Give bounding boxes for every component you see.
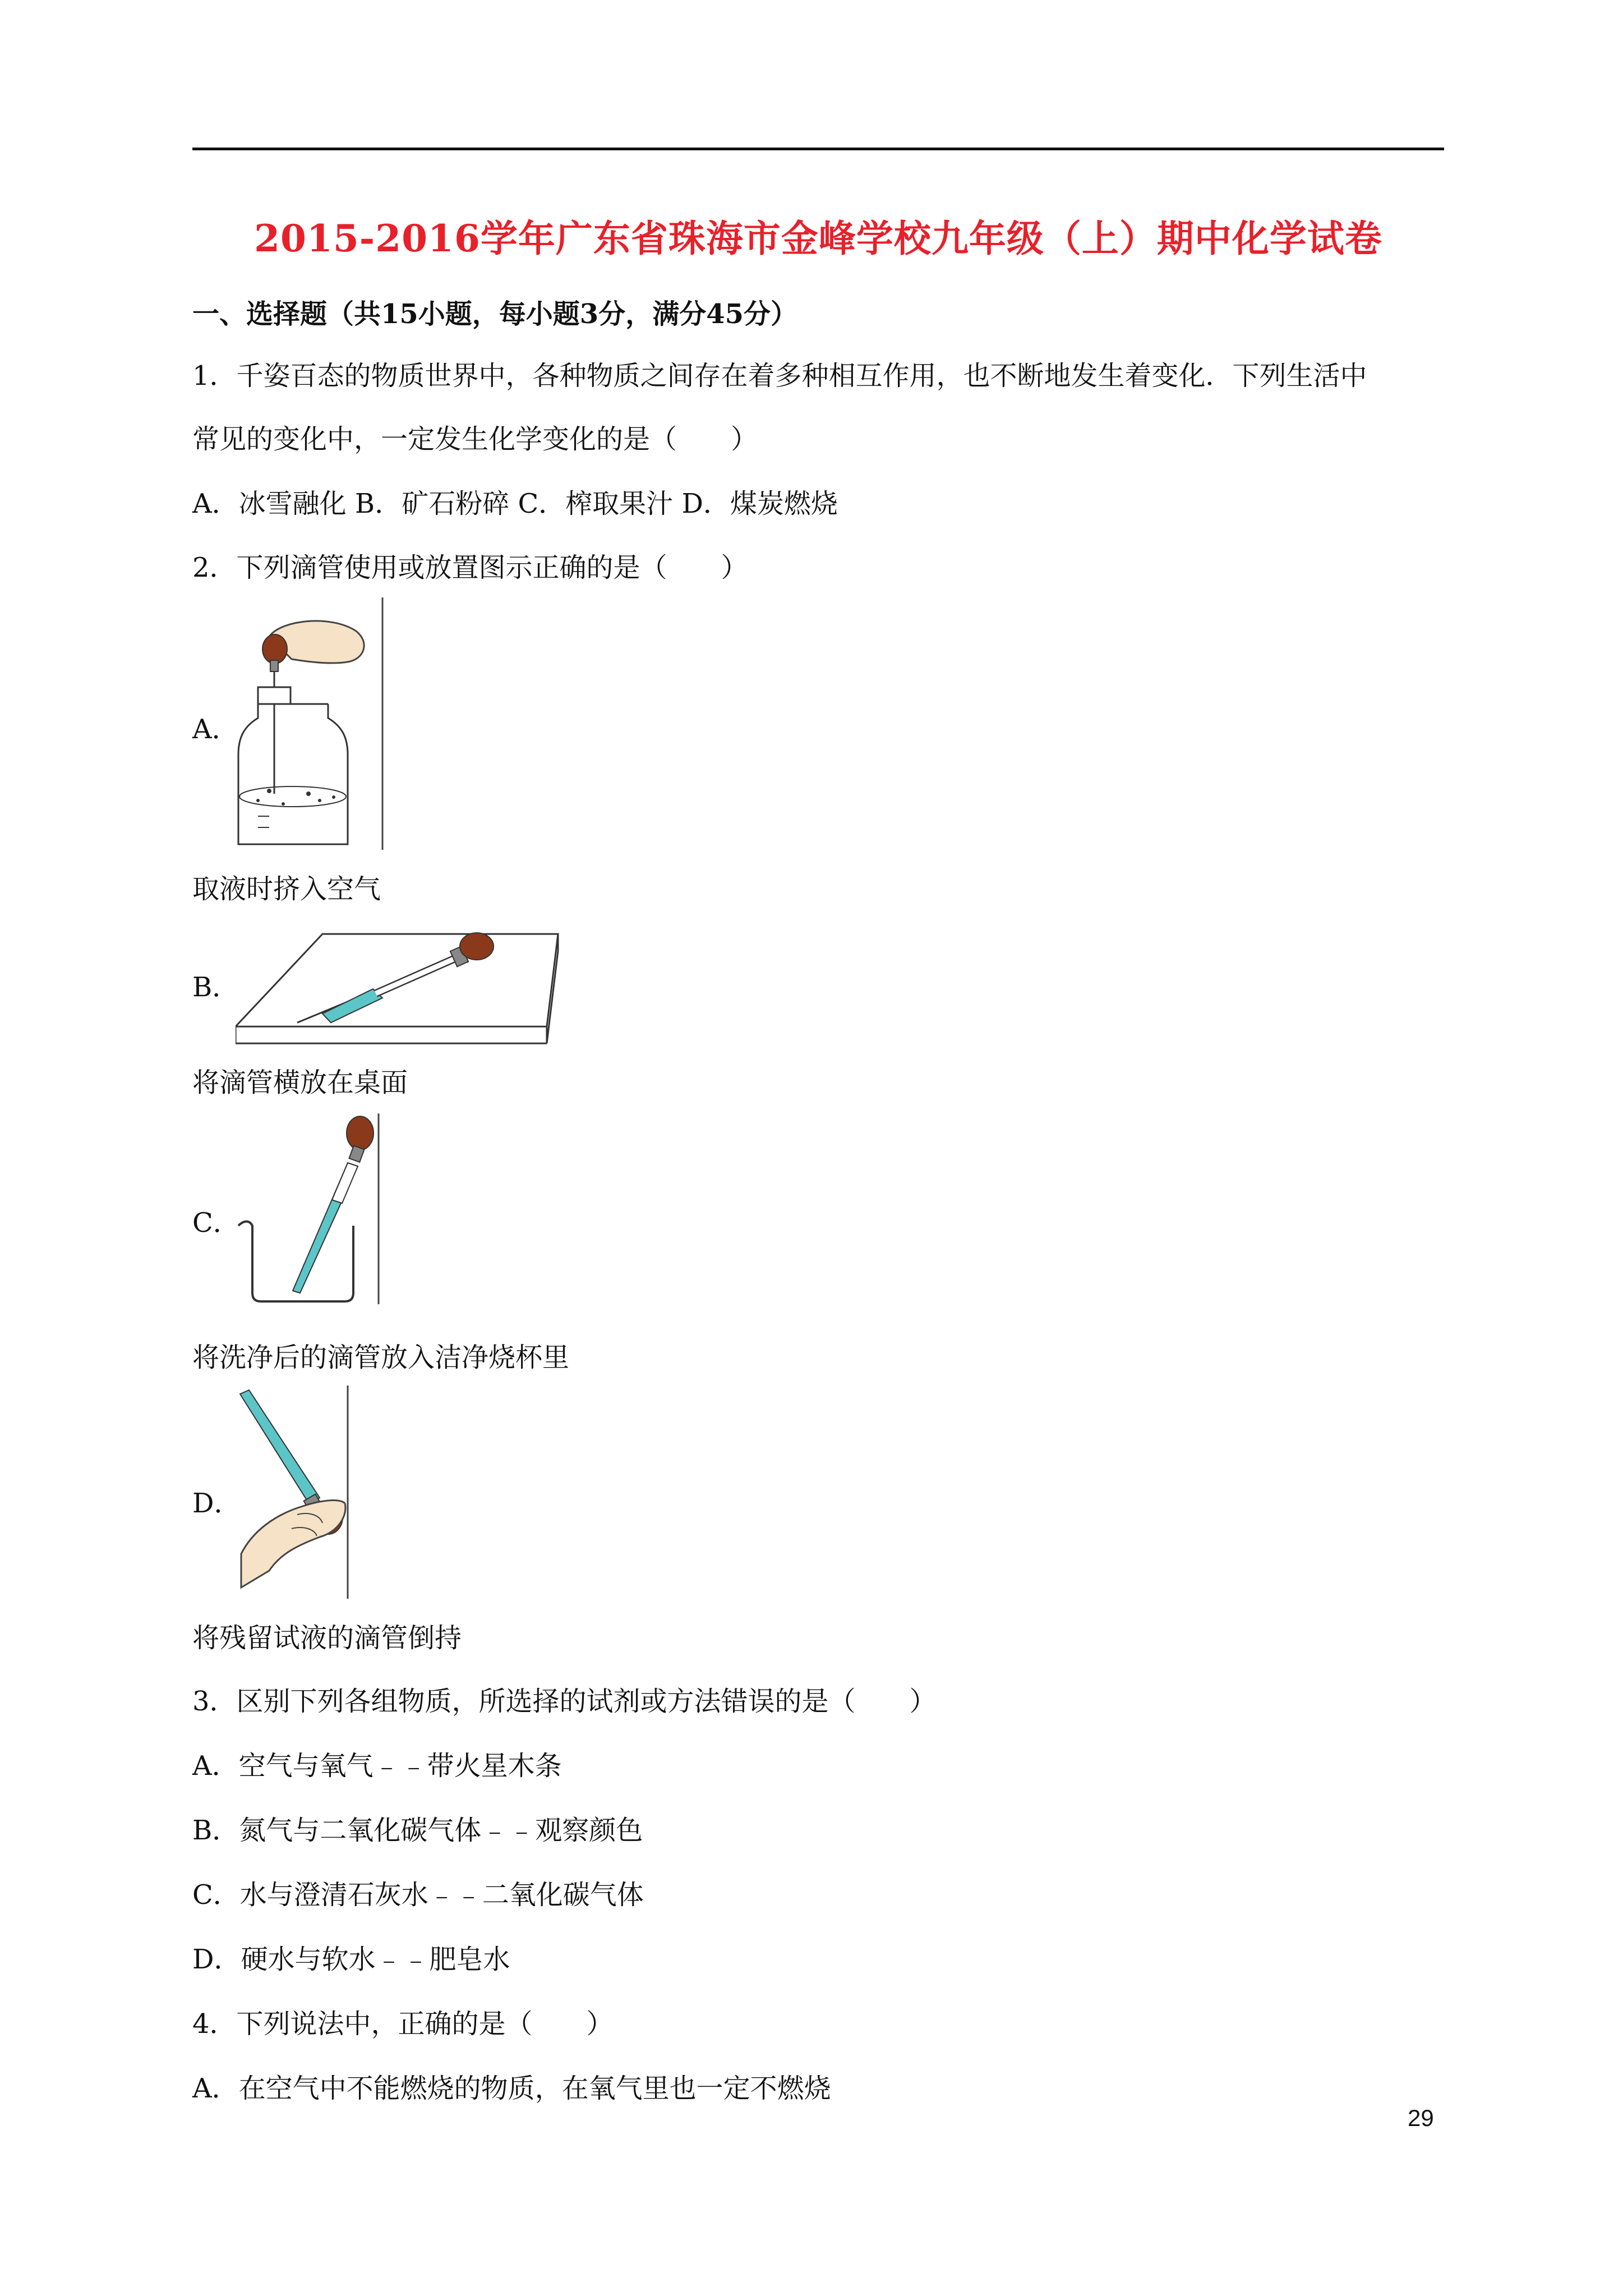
q3-option-c: C．水与澄清石灰水﹣﹣二氧化碳气体	[192, 1879, 644, 1911]
section-heading: 一、选择题（共15小题，每小题3分，满分45分）	[192, 298, 797, 330]
q3-option-d: D．硬水与软水﹣﹣肥皂水	[192, 1944, 510, 1975]
q3-option-b: B．氮气与二氧化碳气体﹣﹣观察颜色	[192, 1815, 643, 1846]
dropper-on-table-figure	[236, 923, 561, 1049]
q2-option-a-label: A．	[192, 714, 239, 745]
q1-stem-line2: 常见的变化中，一定发生化学变化的是（ ）	[192, 424, 758, 455]
q2-option-c-caption: 将洗净后的滴管放入洁净烧杯里	[192, 1342, 570, 1373]
q2-option-c-label: C．	[192, 1207, 240, 1239]
q2-stem: 2．下列滴管使用或放置图示正确的是（ ）	[192, 552, 748, 583]
q3-stem: 3．区别下列各组物质，所选择的试剂或方法错误的是（ ）	[192, 1686, 937, 1717]
q2-option-d-caption: 将残留试液的滴管倒持	[192, 1622, 462, 1654]
q1-options: A．冰雪融化 B．矿石粉碎 C．榨取果汁 D．煤炭燃烧	[192, 488, 838, 519]
q2-option-a-caption: 取液时挤入空气	[192, 873, 381, 905]
dropper-in-bottle-figure	[236, 597, 387, 850]
q4-option-a: A．在空气中不能燃烧的物质，在氧气里也一定不燃烧	[192, 2073, 831, 2104]
q3-option-a: A．空气与氧气﹣﹣带火星木条	[192, 1750, 562, 1782]
q2-option-b-caption: 将滴管横放在桌面	[192, 1067, 408, 1098]
page-number: 29	[1408, 2105, 1434, 2131]
dropper-inverted-figure	[236, 1386, 353, 1599]
q1-stem-line1: 1．千姿百态的物质世界中，各种物质之间存在着多种相互作用，也不断地发生着变化．下列生活中	[192, 360, 1367, 392]
page-title: 2015-2016学年广东省珠海市金峰学校九年级（上）期中化学试卷	[254, 217, 1382, 260]
q2-option-b-label: B．	[192, 972, 239, 1003]
header-rule	[192, 148, 1444, 150]
q4-stem: 4．下列说法中，正确的是（ ）	[192, 2008, 614, 2040]
q2-option-d-label: D．	[192, 1488, 241, 1519]
dropper-in-beaker-figure	[236, 1114, 381, 1304]
